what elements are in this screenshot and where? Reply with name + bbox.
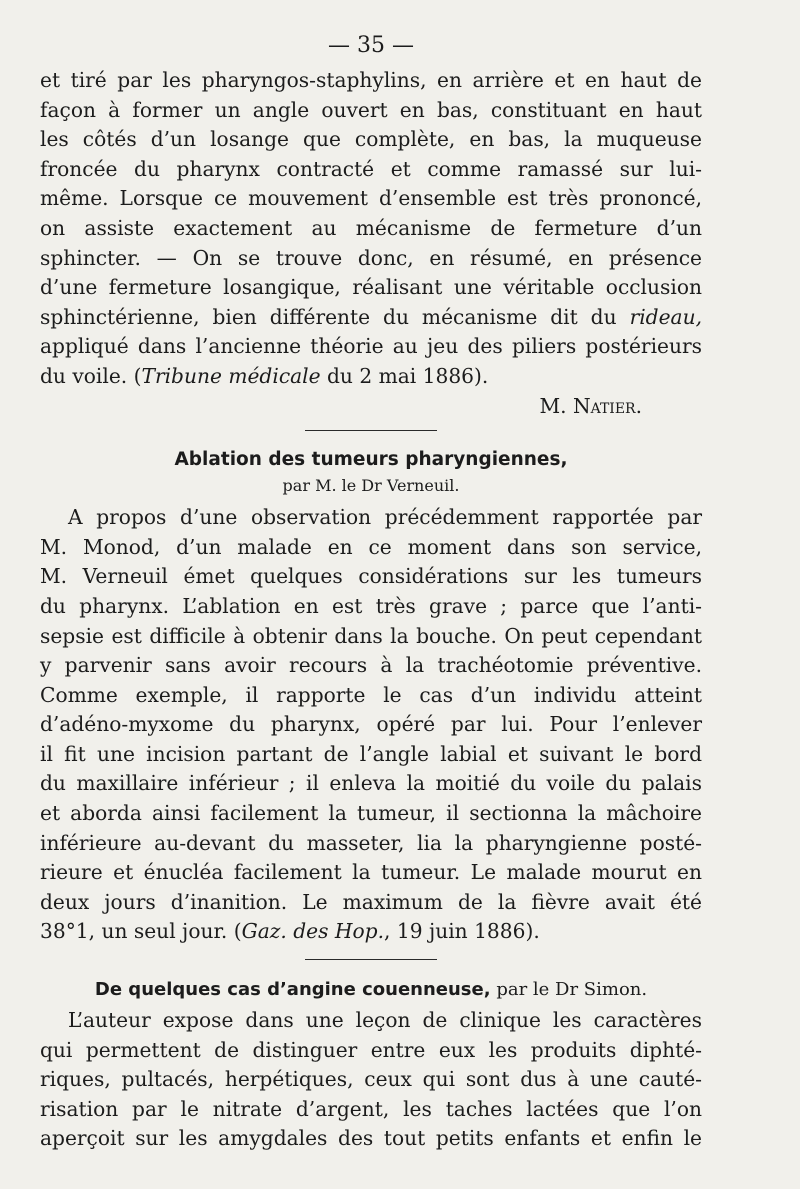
text-line: on assiste exactement au mécanisme de fermeture d’un (40, 215, 702, 240)
paragraph-1 (40, 66, 702, 421)
text-line: risation par le nitrate d’argent, les taches lactées que l’on (40, 1096, 702, 1121)
text-line: sphincter. — On se trouve donc, en résumé, en présence (40, 245, 702, 270)
section-byline: par M. le Dr Verneuil. (282, 476, 460, 496)
text-line: et tiré par les pharyngos-staphylins, en arrière et en haut de (40, 68, 702, 92)
signature: M. Natier. (539, 393, 642, 418)
text-line (40, 917, 702, 947)
text-line: deux jours d’inanition. Le maximum de la fièvre avait été (40, 889, 702, 914)
text-line: et aborda ainsi facilement la tumeur, il sectionna la mâchoire (40, 801, 702, 826)
text-line: appliqué dans l’ancienne théorie au jeu des piliers postérieurs (40, 334, 702, 359)
text-line: même. Lorsque ce mouvement d’ensemble est très prononcé, (40, 186, 702, 211)
text-line: rieure et énucléa facilement la tumeur. Le malade mourut en (40, 860, 702, 885)
section-title: Ablation des tumeurs pharyngiennes, (174, 449, 568, 471)
text-line: A propos d’une observation précédemment rapportée par (68, 505, 702, 530)
text-line: inférieure au-devant du masseter, lia la pharyngienne posté- (40, 830, 702, 855)
text-line: sepsie est difficile à obtenir dans la bouche. On peut cependant (40, 623, 702, 648)
text-line: aperçoit sur les amygdales des tout petits enfants et enfin le (40, 1126, 702, 1151)
paragraph-2 (40, 503, 702, 947)
paragraph-3 (40, 1006, 702, 1154)
text-line: qui permettent de distinguer entre eux les produits diphté- (40, 1037, 702, 1062)
text-line: les côtés d’un losange que complète, en bas, la muqueuse (40, 127, 702, 152)
page (40, 26, 702, 1154)
text-segment: 38°1, un seul jour. ( (40, 919, 242, 944)
text-line: y parvenir sans avoir recours à la trachéotomie préventive. (40, 653, 702, 678)
section-title-text: De quelques cas d’angine couenneuse, (94, 979, 491, 1001)
citation-title: Gaz. des Hop. (241, 919, 385, 944)
text-line: M. Monod, d’un malade en ce moment dans son service, (40, 534, 702, 559)
text-line: L’auteur expose dans une leçon de clinique les caractères (68, 1008, 702, 1033)
section-divider (305, 959, 437, 960)
text-line: façon à former un angle ouvert en bas, constituant en haut (40, 97, 702, 122)
text-segment: sphinctérienne, bien différente du mécanisme dit du (40, 304, 630, 329)
section-divider (305, 430, 437, 431)
page-number: — 35 — (328, 33, 414, 58)
text-line: froncée du pharynx contracté et comme ramassé sur lui- (40, 156, 702, 181)
text-line: du maxillaire inférieur ; il enleva la moitié du voile du palais (40, 771, 702, 796)
text-line: il fit une incision partant de l’angle labial et suivant le bord (40, 741, 702, 766)
text-line: Comme exemple, il rapporte le cas d’un individu atteint (40, 682, 702, 707)
text-segment: du 2 mai 1886). (320, 363, 489, 388)
text-segment: , 19 juin 1886). (384, 919, 540, 944)
text-line: M. Verneuil émet quelques considérations sur les tumeurs (40, 564, 702, 589)
italic-text: rideau, (629, 304, 702, 329)
section-title-2 (40, 974, 702, 1006)
citation-title: Tribune médicale (141, 363, 321, 388)
text-line: riques, pultacés, herpétiques, ceux qui sont dus à une cauté- (40, 1067, 702, 1092)
text-line: d’une fermeture losangique, réalisant une véritable occlusion (40, 275, 702, 300)
text-line: du pharynx. L’ablation en est très grave ; parce que l’anti- (40, 593, 702, 618)
section-byline: par le Dr Simon. (496, 979, 648, 1001)
text-line (40, 303, 702, 333)
text-line: d’adéno-myxome du pharynx, opéré par lui. Pour l’enlever (40, 712, 702, 737)
text-segment: du voile. ( (40, 363, 142, 388)
text-line (40, 362, 702, 392)
